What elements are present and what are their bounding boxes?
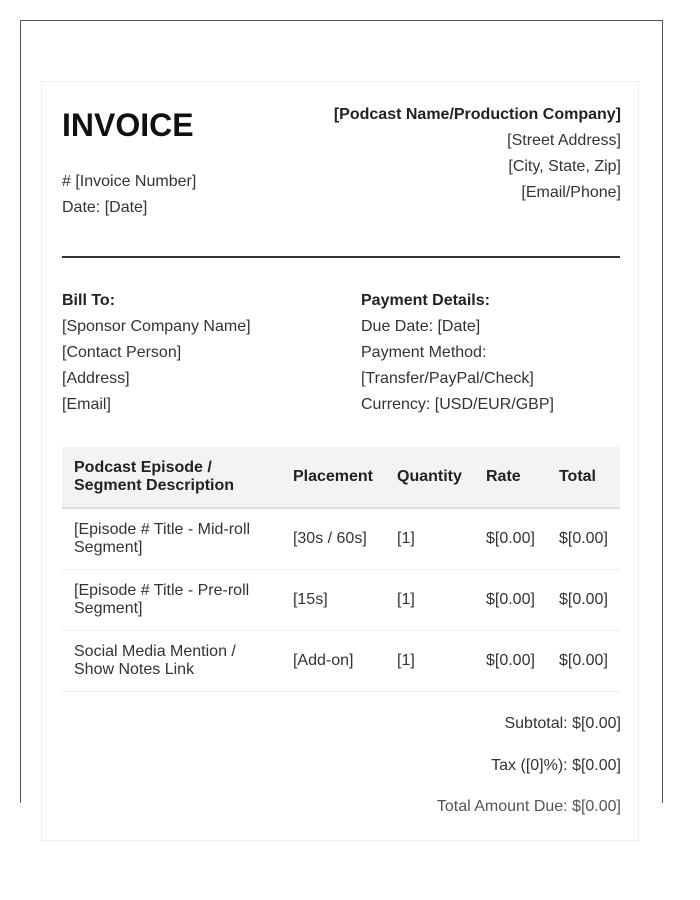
invoice-meta bbox=[62, 169, 196, 221]
cell-rate: $[0.00] bbox=[474, 508, 547, 570]
bill-to-heading: Bill To: bbox=[62, 292, 116, 309]
bill-to-block bbox=[62, 288, 251, 418]
line-items-table bbox=[62, 447, 620, 692]
payment-currency: Currency: [USD/EUR/GBP] bbox=[361, 396, 554, 413]
table-row bbox=[62, 631, 620, 692]
bill-to-address: [Address] bbox=[62, 370, 130, 387]
cell-placement: [30s / 60s] bbox=[281, 508, 385, 570]
header-divider bbox=[62, 256, 620, 258]
company-street: [Street Address] bbox=[507, 132, 621, 149]
payment-heading: Payment Details: bbox=[361, 292, 490, 309]
bill-to-company: [Sponsor Company Name] bbox=[62, 318, 251, 335]
cell-quantity: [1] bbox=[385, 570, 474, 631]
header-placement: Placement bbox=[281, 447, 385, 508]
bill-to-email: [Email] bbox=[62, 396, 111, 413]
header-description: Podcast Episode / Segment Description bbox=[62, 447, 281, 508]
cell-placement: [15s] bbox=[281, 570, 385, 631]
table-row bbox=[62, 570, 620, 631]
cell-total: $[0.00] bbox=[547, 508, 620, 570]
cell-total: $[0.00] bbox=[547, 570, 620, 631]
payment-due-date: Due Date: [Date] bbox=[361, 318, 481, 335]
header-rate: Rate bbox=[474, 447, 547, 508]
header-total: Total bbox=[547, 447, 620, 508]
payment-details-block bbox=[361, 288, 554, 418]
cell-description: [Episode # Title - Mid-roll Segment] bbox=[62, 508, 281, 570]
table-header-row bbox=[62, 447, 620, 508]
payment-method-label: Payment Method: bbox=[361, 344, 487, 361]
bill-to-contact: [Contact Person] bbox=[62, 344, 182, 361]
cell-quantity: [1] bbox=[385, 508, 474, 570]
cell-description: [Episode # Title - Pre-roll Segment] bbox=[62, 570, 281, 631]
payment-method-options: [Transfer/PayPal/Check] bbox=[361, 370, 534, 387]
invoice-date: Date: [Date] bbox=[62, 199, 148, 216]
cell-placement: [Add-on] bbox=[281, 631, 385, 692]
company-name: [Podcast Name/Production Company] bbox=[333, 106, 621, 123]
company-block bbox=[334, 102, 621, 206]
header-quantity: Quantity bbox=[385, 447, 474, 508]
cell-rate: $[0.00] bbox=[474, 570, 547, 631]
cell-rate: $[0.00] bbox=[474, 631, 547, 692]
company-city: [City, State, Zip] bbox=[508, 158, 621, 175]
total-due-line: Total Amount Due: $[0.00] bbox=[436, 798, 621, 815]
cell-quantity: [1] bbox=[385, 631, 474, 692]
subtotal-line: Subtotal: $[0.00] bbox=[504, 715, 621, 732]
tax-line: Tax ([0]%): $[0.00] bbox=[491, 757, 621, 774]
cell-total: $[0.00] bbox=[547, 631, 620, 692]
invoice-title: INVOICE bbox=[62, 107, 194, 143]
table-row bbox=[62, 508, 620, 570]
document-viewport[interactable] bbox=[20, 20, 663, 815]
invoice-number: # [Invoice Number] bbox=[62, 173, 197, 190]
cell-description: Social Media Mention / Show Notes Link bbox=[62, 631, 281, 692]
company-contact: [Email/Phone] bbox=[521, 184, 621, 201]
